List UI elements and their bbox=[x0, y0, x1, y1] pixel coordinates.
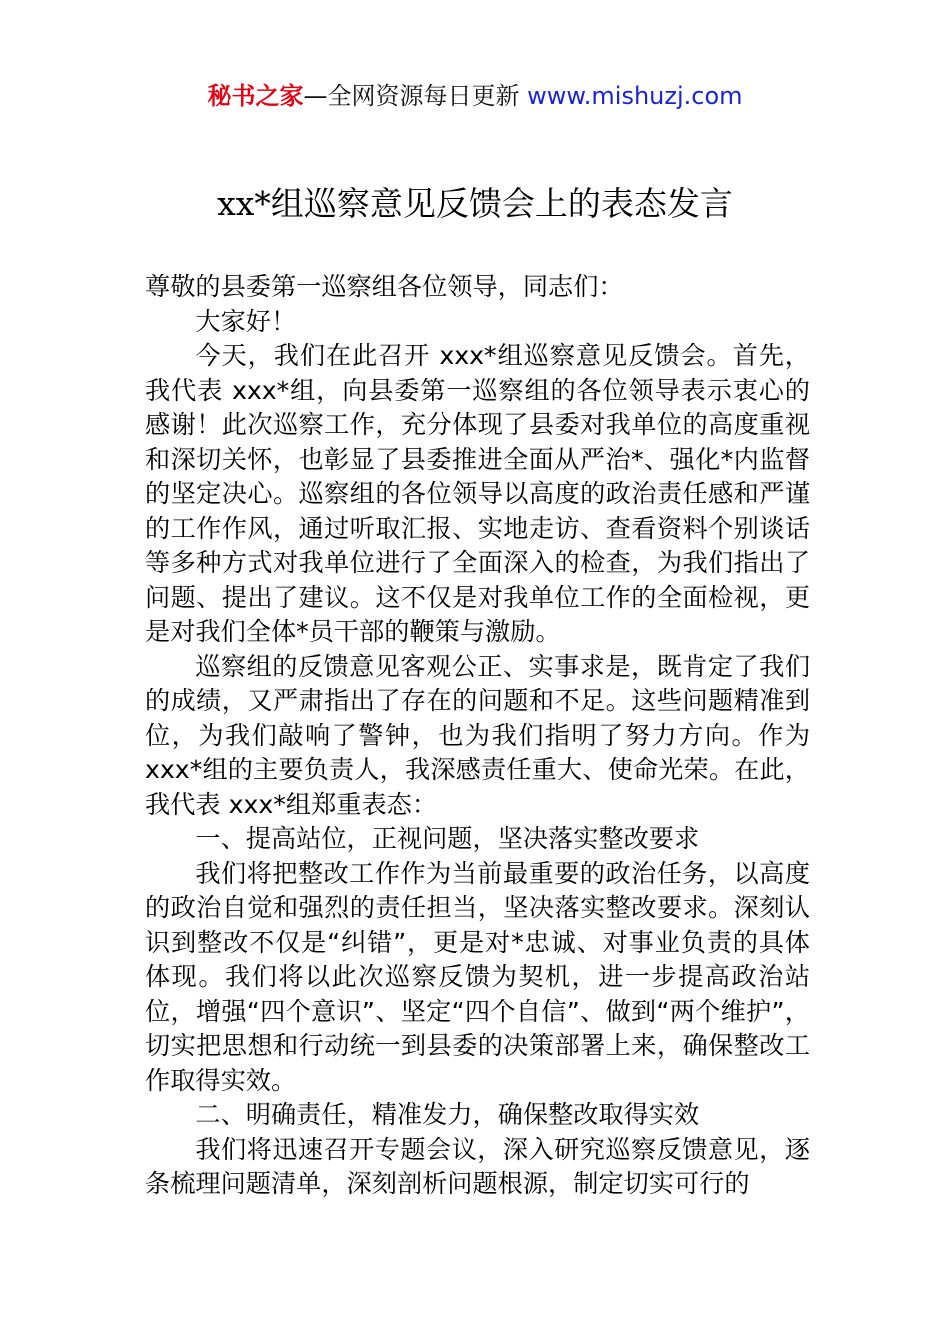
document-body bbox=[145, 270, 810, 1202]
greeting: 大家好！ bbox=[195, 306, 297, 336]
site-url-link[interactable]: www.mishuzj.com bbox=[527, 82, 743, 110]
document-title: xx*组巡察意见反馈会上的表态发言 bbox=[217, 184, 733, 223]
body-paragraph: 我们将把整改工作作为当前最重要的政治任务，以高度的政治自觉和强烈的责任担当，坚决落实整改要求。深刻认识到整改不仅是“纠错”，更是对*忠诚、对事业负责的具体体现。我们将以此次巡察反馈为契机，进一步提高政治站位，增强“四个意识”、坚定“四个自信”、做到“两个维护”，切实把思想和行动统一到县委的决策部署上来，确保整改工作取得实效。 bbox=[145, 858, 810, 1095]
body-paragraph: 我们将迅速召开专题会议，深入研究巡察反馈意见，逐条梳理问题清单，深刻剖析问题根源，制定切实可行的 bbox=[145, 1134, 810, 1198]
salutation: 尊敬的县委第一巡察组各位领导，同志们： bbox=[145, 272, 624, 301]
section-heading: 二、明确责任，精准发力，确保整改取得实效 bbox=[195, 1100, 700, 1129]
site-tagline: —全网资源每日更新 bbox=[303, 82, 528, 110]
brand-name: 秘书之家 bbox=[207, 82, 304, 110]
section-heading: 一、提高站位，正视问题，坚决落实整改要求 bbox=[195, 824, 700, 853]
body-paragraph: 巡察组的反馈意见客观公正、实事求是，既肯定了我们的成绩，又严肃指出了存在的问题和不足。这些问题精准到位，为我们敲响了警钟，也为我们指明了努力方向。作为 xxx*组的主要负责人，我深感责任重大、使命光荣。在此，我代表 xxx*组郑重表态： bbox=[145, 651, 810, 819]
site-header bbox=[0, 80, 950, 112]
body-paragraph: 今天，我们在此召开 xxx*组巡察意见反馈会。首先，我代表 xxx*组，向县委第一巡察组的各位领导表示衷心的感谢！此次巡察工作，充分体现了县委对我单位的高度重视和深切关怀，也彰显了县委推进全面从严治*、强化*内监督的坚定决心。巡察组的各位领导以高度的政治责任感和严谨的工作作风，通过听取汇报、实地走访、查看资料个别谈话等多种方式对我单位进行了全面深入的检查，为我们指出了问题、提出了建议。这不仅是对我单位工作的全面检视，更是对我们全体*员干部的鞭策与激励。 bbox=[145, 341, 810, 646]
